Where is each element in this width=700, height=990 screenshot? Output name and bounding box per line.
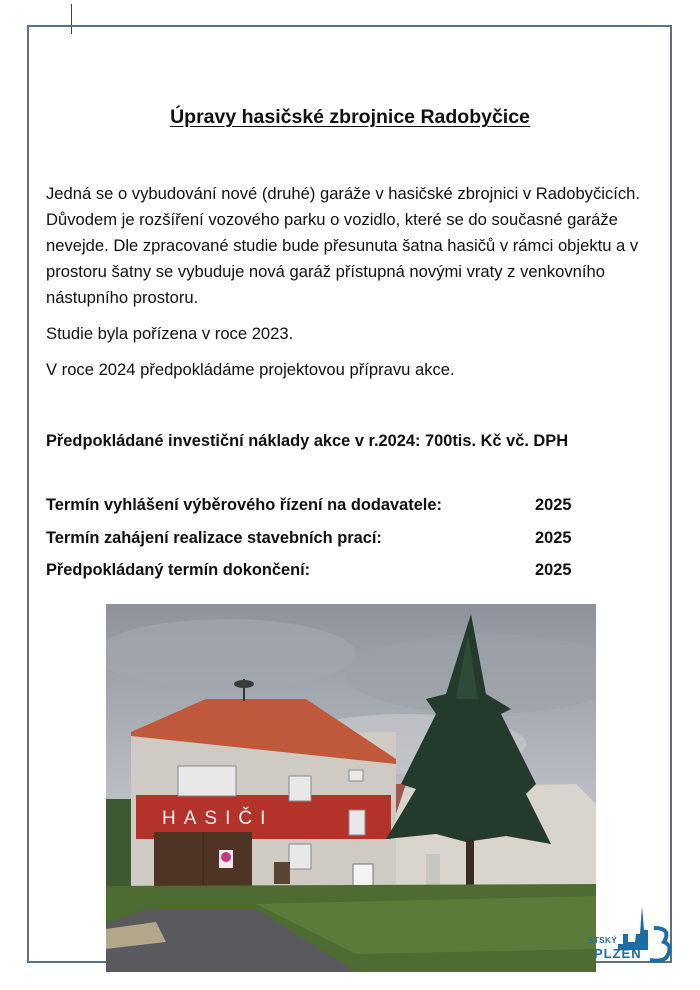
district-logo xyxy=(588,900,678,968)
terms-table xyxy=(46,496,571,594)
term-value: 2025 xyxy=(535,561,572,579)
term-value: 2025 xyxy=(535,528,572,547)
preparation-paragraph: V roce 2024 předpokládáme projektovou přípravu akce. xyxy=(46,360,455,379)
term-row xyxy=(46,496,571,529)
description-paragraph: Jedná se o vybudování nové (druhé) garáže v hasičské zbrojnici v Radobyčicích. Důvodem je rozšíření vozového parku o vozidlo, které se do současné garáže nevejde. Dle zpracované studie bude přesunuta šatna hasičů v rámci objektu a v prostoru šatny se vybuduje nová garáž přístupná novými vraty z venkovního nástupního prostoru. xyxy=(46,184,641,307)
term-label: Termín vyhlášení výběrového řízení na dodavatele: xyxy=(46,496,442,514)
term-row xyxy=(46,561,571,594)
fire-station-photo xyxy=(106,604,596,972)
logo-text-top: STSKÝ xyxy=(588,936,618,945)
page-title: Úpravy hasičské zbrojnice Radobyčice xyxy=(170,106,530,128)
svg-text:HASIČI: HASIČI xyxy=(162,808,274,829)
term-label: Termín zahájení realizace stavebních prací: xyxy=(46,528,382,547)
logo-text-main: PLZEŇ xyxy=(594,946,642,961)
term-row xyxy=(46,529,571,562)
study-paragraph: Studie byla pořízena v roce 2023. xyxy=(46,324,294,343)
investment-cost-line: Předpokládané investiční náklady akce v r.2024: 700tis. Kč vč. DPH xyxy=(46,432,569,450)
term-value: 2025 xyxy=(535,496,572,514)
term-label: Předpokládaný termín dokončení: xyxy=(46,561,311,579)
